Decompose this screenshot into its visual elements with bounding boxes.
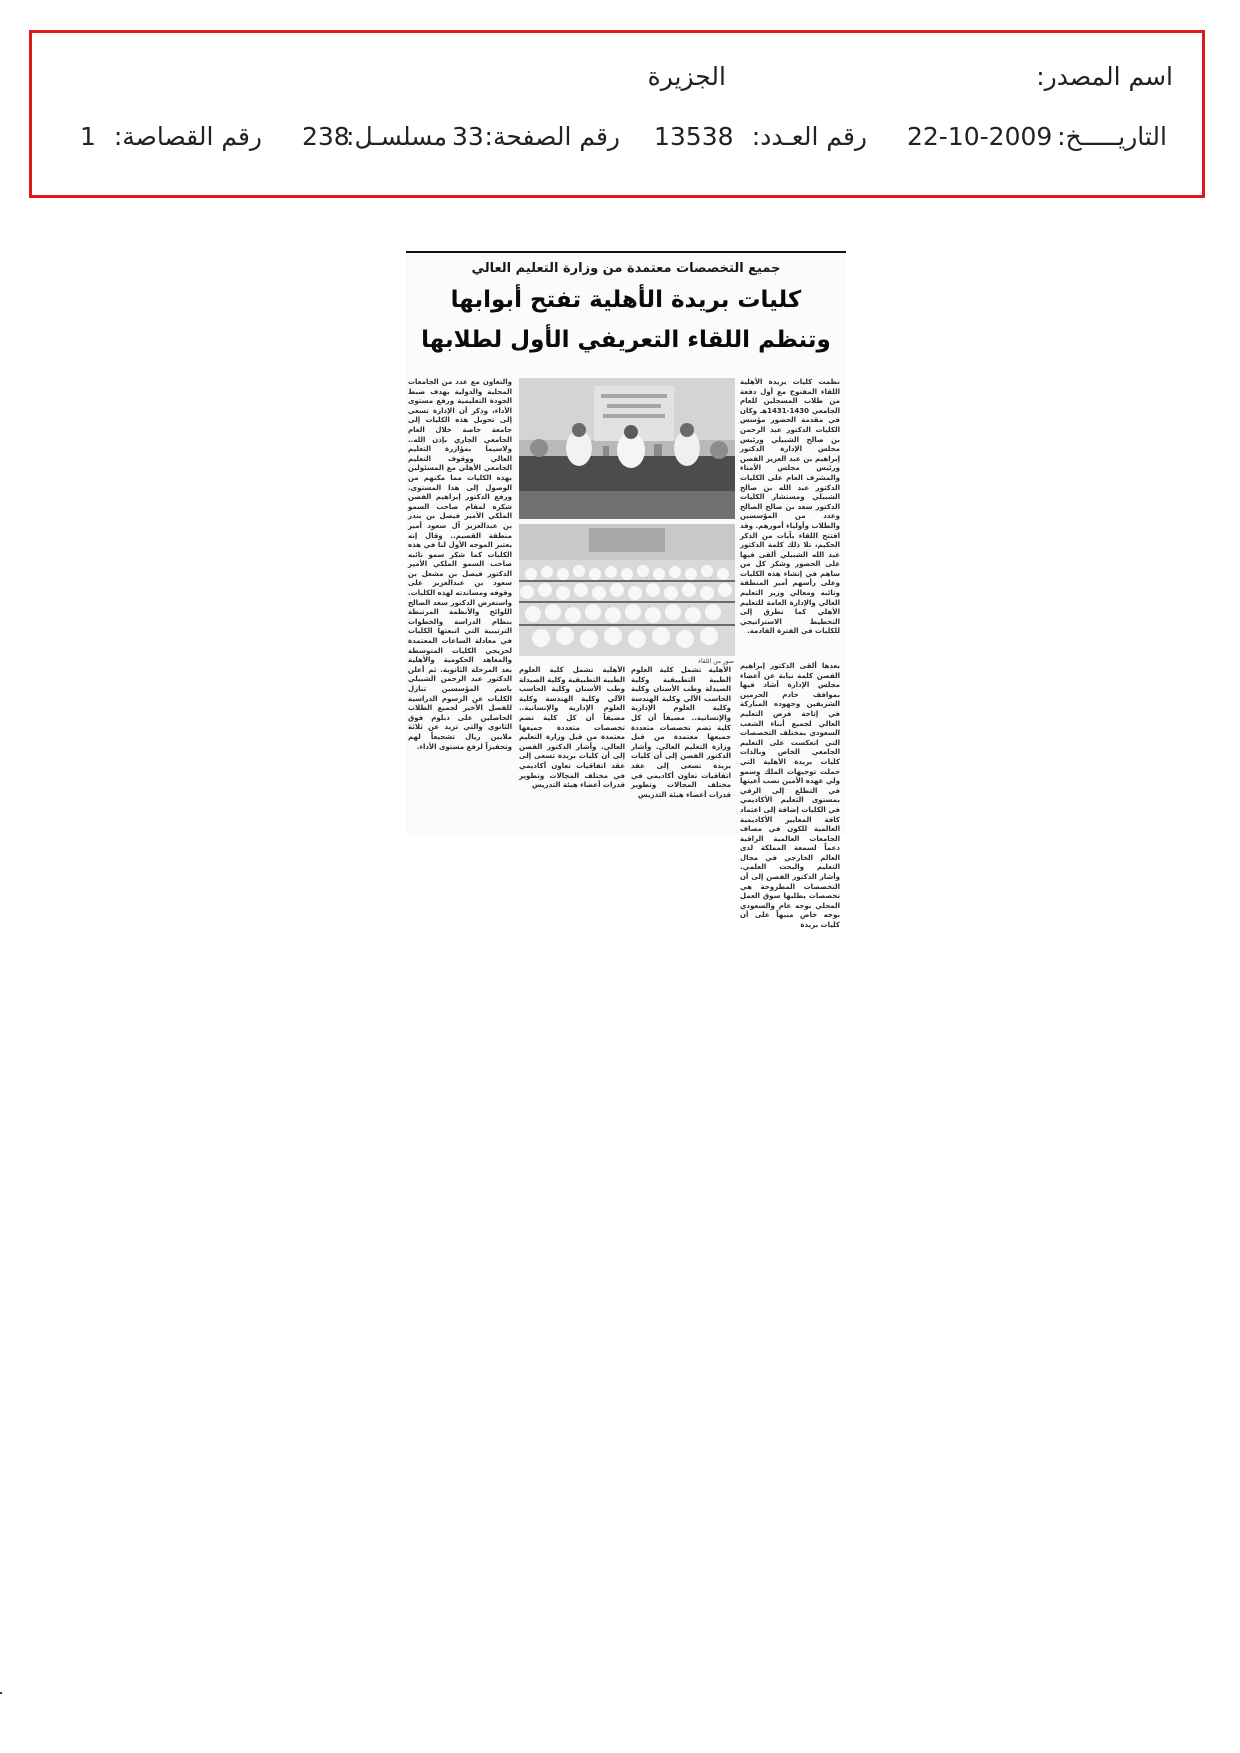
- date-label: التاريـــــخ:: [1057, 122, 1167, 151]
- audience-photo-image: [519, 524, 735, 656]
- headline-line-1: كليات بريدة الأهلية تفتح أبوابها: [450, 287, 802, 313]
- top-rule: [406, 251, 846, 253]
- article-column-center-bottom: [519, 666, 625, 832]
- scan-mark: [0, 1692, 2, 1694]
- issue-label: رقم العـدد:: [751, 122, 867, 151]
- clip-value: 1: [80, 122, 96, 151]
- newspaper-clipping: [406, 251, 846, 930]
- article-column-left: والتعاون مع عدد من الجامعات المحلية والدولية بهدف ضبط الجودة التعليمية ورفع مستوى الأداء، وذكر أن الإدارة تسعى إلى تحويل هذه الكليات إلى جامعة خاصة خلال العام الجامعي الجاري بإذن الله.. ولاسيما بمؤازرة التعليم العالي ووقوف التعليم الجامعي الأهلي مع المسئولين بهذه الكليات مما مكنهم من الوصول إلى هذا المستوى. ورفع الدكتور إبراهيم الفصن شكره لمقام صاحب السمو الملكي الأمير فيصل بن بندر بن عبدالعزيز آل سعود أمير منطقة القصيم.. وقال إنه يعتبر الموجه الأول لنا في هذه الكليات كما شكر سمو نائبه صاحب السمو الملكي الأمير الدكتور فيصل بن مشعل بن سعود بن عبدالعزيز على وقوفه ومساندته لهذه الكليات. واستعرض الدكتور سعد الصالح اللوائح والأنظمة المرتبطة بنظام الدراسة والخطوات الترتيبية التي اتبعتها الكليات في معادلة الساعات المعتمدة لخريجي الكليات المتوسطة والمعاهد الحكومية والأهلية بعد المرحلة الثانوية. ثم أعلن الدكتور عبد الرحمن الشبيلي باسم المؤسسين تنازل الكليات عن الرسوم الدراسية للفصل الأخير لجميع الطلاب الحاصلين على دبلوم فوق الثانوي والتي تزيد عن ثلاثة ملايين ريال تشجيعاً لهم وتحفيزاً لرفع مستوى الأداء.: [407, 378, 512, 751]
- serial-label: مسلسـل:: [346, 122, 447, 151]
- clip-label: رقم القصاصة:: [113, 122, 262, 151]
- issue-value: 13538: [654, 122, 734, 151]
- source-value: الجزيرة: [647, 62, 726, 91]
- panel-photo: [519, 378, 735, 519]
- source-label: اسم المصدر:: [1036, 62, 1173, 91]
- page-value: 33: [452, 122, 484, 151]
- serial-value: 238: [302, 122, 350, 151]
- panel-photo-image: [519, 378, 735, 519]
- audience-photo: [519, 524, 735, 656]
- headline-line-2: وتنظم اللقاء التعريفي الأول لطلابها: [421, 327, 831, 353]
- article-kicker: جميع التخصصات معتمدة من وزارة التعليم العالي: [471, 261, 781, 276]
- page-label: رقم الصفحة:: [484, 122, 620, 151]
- center-column-text: الأهلية تشمل كلية العلوم الطبية التطبيقية وكلية الصيدلة وطب الأسنان وكلية الحاسب الآلي وكلية الهندسة وكلية العلوم الإدارية والإنسانية.. مضيفاً أن كل كلية تضم تخصصات متعددة جميعها معتمدة من قبل وزارة التعليم العالي. وأشار الدكتور الفصن إلى أن كليات بريدة تسعى إلى عقد اتفاقيات تعاون أكاديمي في مختلف المجالات وتطوير قدرات أعضاء هيئة التدريس: [519, 666, 625, 790]
- date-value: 22-10-2009: [907, 122, 1053, 151]
- article-column-middle-bottom: الأهلية تشمل كلية العلوم الطبية التطبيقية وكلية الصيدلة وطب الأسنان وكلية الحاسب الآلي وكلية الهندسة وكلية العلوم الإدارية والإنسانية.. مضيفاً أن كل كلية تضم تخصصات متعددة جميعها معتمدة من قبل وزارة التعليم العالي. وأشار الدكتور الفصن إلى أن كليات بريدة تسعى إلى عقد اتفاقيات تعاون أكاديمي في مختلف المجالات وتطوير قدرات أعضاء هيئة التدريس: [631, 666, 731, 799]
- metadata-box: [29, 30, 1205, 198]
- photo-caption: صور من اللقاء: [698, 658, 734, 665]
- article-column-right-top: نظمت كليات بريدة الأهلية اللقاء المفتوح مع أول دفعة من طلاب المسجلين للعام الجامعي 1430-1431هـ وكان في مقدمة الحضور مؤسس الكليات الدكتور عبد الرحمن بن صالح الشبيلي ورئيس مجلس الإدارة الدكتور إبراهيم بن عبد العزيز الفصن ورئيس مجلس الأمناء والمشرف العام على الكليات الدكتور عبد الله بن صالح الشبيلي ومستشار الكليات الدكتور سعد بن صالح الصالح وعدد من المؤسسين والطلاب وأولياء أمورهم. وقد افتتح اللقاء بآيات من الذكر الحكيم، تلا ذلك كلمة الدكتور عبد الله الشبيلي ألقى فيها على الحضور وشكر كل من ساهم في إنشاء هذه الكليات وعلى رأسهم أمير المنطقة ونائبه ومعالي وزير التعليم العالي والإدارة العامة للتعليم الأهلي كما تطرق إلى التخطيط الاستراتيجي للكليات في الفترة القادمة.: [740, 378, 840, 636]
- article-column-right-bottom: بعدها ألقى الدكتور إبراهيم الفصن كلمة نيابة عن أعضاء مجلس الإدارة أشاد فيها بمواقف خادم الحرمين الشريفين وجهوده المباركة في إتاحة فرص التعليم العالي لجميع أبناء الشعب السعودي بمختلف التخصصات التي انعكست على التعليم الجامعي الخاص وبالذات كليات بريدة الأهلية التي حملت توجيهات الملك وسمو ولي عهده الأمين نصب أعينها في التطلع إلى الرقي بمستوى التعليم الأكاديمي في الكليات إضافة إلى اعتماد كافة المعايير الأكاديمية العالمية للكون في مصاف الجامعات العالمية الراقية دعماً لسمعة المملكة لدى العالم الخارجي في مجال التعليم والبحث العلمي. وأشار الدكتور الفصن إلى أن التخصصات المطروحة هي تخصصات يطلبها سوق العمل المحلي بوجه عام والسعودي بوجه خاص منبهاً على أن كليات بريدة: [740, 662, 840, 930]
